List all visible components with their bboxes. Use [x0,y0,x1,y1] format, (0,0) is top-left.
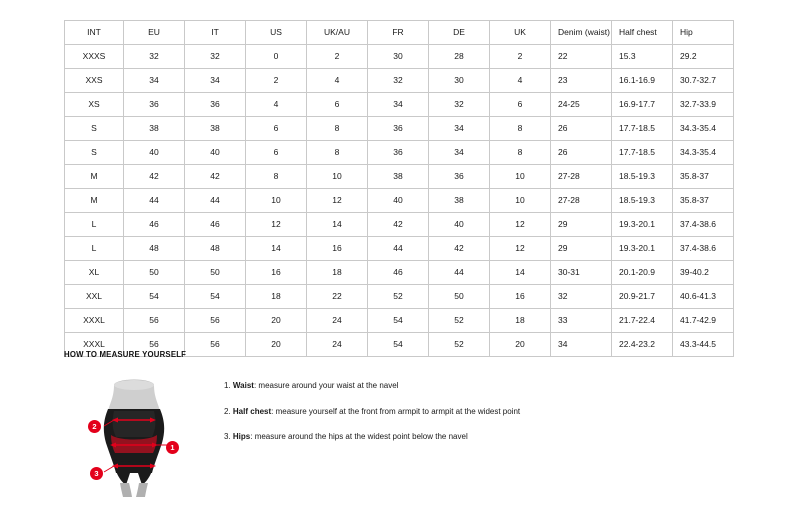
column-header-fr: FR [368,21,429,45]
how-to-measure-section [64,350,744,498]
cell-de: 32 [429,93,490,117]
cell-uk: 4 [490,69,551,93]
cell-us: 20 [246,309,307,333]
cell-us: 10 [246,189,307,213]
cell-int: XXXL [65,309,124,333]
cell-uk-au: 18 [307,261,368,285]
how-to-measure-title: HOW TO MEASURE YOURSELF [64,350,187,359]
cell-eu: 48 [124,237,185,261]
cell-uk: 8 [490,141,551,165]
instruction-half-chest-term: Half chest [232,406,272,416]
cell-fr: 32 [368,69,429,93]
cell-denim-waist: 26 [551,117,612,141]
cell-denim-waist: 30-31 [551,261,612,285]
column-header-int: INT [65,21,124,45]
cell-denim-waist: 24-25 [551,93,612,117]
cell-de: 44 [429,261,490,285]
cell-uk: 20 [490,333,551,357]
cell-int: S [65,117,124,141]
table-header-row [65,21,734,45]
cell-uk-au: 22 [307,285,368,309]
column-header-us: US [246,21,307,45]
table-header [65,21,734,45]
cell-fr: 46 [368,261,429,285]
instruction-hips [224,432,520,442]
cell-it: 56 [185,309,246,333]
table-row [65,213,734,237]
instruction-waist-number: 1. [224,381,231,390]
cell-denim-waist: 33 [551,309,612,333]
cell-it: 48 [185,237,246,261]
table-body [65,45,734,357]
cell-half-chest: 15.3 [612,45,673,69]
cell-eu: 38 [124,117,185,141]
cell-fr: 54 [368,333,429,357]
cell-int: L [65,237,124,261]
cell-fr: 38 [368,165,429,189]
cell-uk: 10 [490,189,551,213]
size-chart-table-container [64,20,734,357]
instruction-waist-text: : measure around your waist at the navel [253,381,399,390]
cell-de: 40 [429,213,490,237]
size-chart-table [64,20,734,357]
cell-uk: 12 [490,237,551,261]
cell-uk-au: 12 [307,189,368,213]
cell-it: 44 [185,189,246,213]
cell-half-chest: 22.4-23.2 [612,333,673,357]
cell-int: XS [65,93,124,117]
cell-hip: 34.3-35.4 [673,117,734,141]
instruction-half-chest [224,407,520,417]
cell-uk-au: 24 [307,333,368,357]
cell-eu: 44 [124,189,185,213]
table-row [65,69,734,93]
cell-hip: 43.3-44.5 [673,333,734,357]
column-header-de: DE [429,21,490,45]
instruction-half-chest-number: 2. [224,406,231,416]
cell-denim-waist: 29 [551,213,612,237]
cell-hip: 32.7-33.9 [673,93,734,117]
cell-half-chest: 17.7-18.5 [612,117,673,141]
cell-fr: 30 [368,45,429,69]
cell-fr: 54 [368,309,429,333]
table-row [65,45,734,69]
cell-uk-au: 8 [307,117,368,141]
cell-half-chest: 20.1-20.9 [612,261,673,285]
cell-denim-waist: 23 [551,69,612,93]
cell-int: M [65,165,124,189]
cell-denim-waist: 22 [551,45,612,69]
mannequin-illustration [64,373,194,498]
instruction-waist [224,381,520,391]
table-row [65,117,734,141]
cell-uk-au: 2 [307,45,368,69]
instruction-hips-number: 3. [224,432,231,442]
measure-badge-2: 2 [88,420,101,433]
instruction-hips-term: Hips [232,432,251,442]
cell-de: 30 [429,69,490,93]
cell-half-chest: 18.5-19.3 [612,189,673,213]
cell-eu: 32 [124,45,185,69]
cell-uk: 10 [490,165,551,189]
cell-half-chest: 16.1-16.9 [612,69,673,93]
cell-uk: 16 [490,285,551,309]
cell-int: XXXS [65,45,124,69]
cell-fr: 44 [368,237,429,261]
cell-us: 8 [246,165,307,189]
cell-denim-waist: 34 [551,333,612,357]
cell-uk-au: 6 [307,93,368,117]
instruction-hips-text: : measure around the hips at the widest point below the navel [250,432,468,442]
cell-fr: 34 [368,93,429,117]
table-row [65,189,734,213]
cell-eu: 56 [124,333,185,357]
cell-it: 56 [185,333,246,357]
cell-uk-au: 10 [307,165,368,189]
cell-us: 6 [246,117,307,141]
cell-denim-waist: 27-28 [551,165,612,189]
cell-denim-waist: 27-28 [551,189,612,213]
cell-half-chest: 16.9-17.7 [612,93,673,117]
cell-uk-au: 14 [307,213,368,237]
cell-eu: 40 [124,141,185,165]
cell-us: 14 [246,237,307,261]
cell-hip: 40.6-41.3 [673,285,734,309]
cell-us: 6 [246,141,307,165]
cell-it: 32 [185,45,246,69]
cell-uk: 12 [490,213,551,237]
table-row [65,165,734,189]
cell-it: 54 [185,285,246,309]
cell-eu: 34 [124,69,185,93]
cell-denim-waist: 29 [551,237,612,261]
measure-instructions [224,373,520,458]
cell-int: M [65,189,124,213]
cell-it: 40 [185,141,246,165]
cell-us: 4 [246,93,307,117]
cell-uk-au: 4 [307,69,368,93]
table-row [65,141,734,165]
cell-half-chest: 19.3-20.1 [612,213,673,237]
cell-hip: 37.4-38.6 [673,213,734,237]
cell-fr: 36 [368,117,429,141]
cell-it: 42 [185,165,246,189]
cell-hip: 35.8-37 [673,189,734,213]
column-header-denim-waist: Denim (waist) [551,21,612,45]
cell-uk: 2 [490,45,551,69]
cell-de: 52 [429,309,490,333]
mannequin-figure [64,373,194,498]
cell-hip: 29.2 [673,45,734,69]
cell-eu: 42 [124,165,185,189]
column-header-it: IT [185,21,246,45]
cell-denim-waist: 32 [551,285,612,309]
cell-int: XXXL [65,333,124,357]
cell-hip: 30.7-32.7 [673,69,734,93]
cell-hip: 35.8-37 [673,165,734,189]
cell-uk: 6 [490,93,551,117]
cell-half-chest: 17.7-18.5 [612,141,673,165]
cell-half-chest: 19.3-20.1 [612,237,673,261]
table-row [65,237,734,261]
cell-eu: 50 [124,261,185,285]
table-row [65,261,734,285]
cell-us: 2 [246,69,307,93]
cell-hip: 39-40.2 [673,261,734,285]
cell-it: 46 [185,213,246,237]
cell-uk: 14 [490,261,551,285]
cell-us: 16 [246,261,307,285]
column-header-uk: UK [490,21,551,45]
cell-fr: 36 [368,141,429,165]
column-header-eu: EU [124,21,185,45]
table-row [65,93,734,117]
cell-us: 0 [246,45,307,69]
cell-de: 34 [429,117,490,141]
cell-us: 18 [246,285,307,309]
measure-badge-1: 1 [166,441,179,454]
cell-uk: 18 [490,309,551,333]
cell-de: 52 [429,333,490,357]
instruction-waist-term: Waist [232,381,254,390]
cell-int: XXS [65,69,124,93]
cell-de: 36 [429,165,490,189]
cell-uk-au: 16 [307,237,368,261]
measure-badge-3: 3 [90,467,103,480]
cell-uk: 8 [490,117,551,141]
cell-it: 50 [185,261,246,285]
cell-int: XXL [65,285,124,309]
cell-de: 34 [429,141,490,165]
cell-fr: 40 [368,189,429,213]
cell-de: 28 [429,45,490,69]
cell-int: L [65,213,124,237]
cell-de: 50 [429,285,490,309]
cell-de: 38 [429,189,490,213]
column-header-half-chest: Half chest [612,21,673,45]
table-row [65,285,734,309]
cell-us: 12 [246,213,307,237]
table-row [65,309,734,333]
how-to-measure-body [64,373,744,498]
cell-hip: 37.4-38.6 [673,237,734,261]
instruction-half-chest-text: : measure yourself at the front from armpit to armpit at the widest point [271,406,521,416]
cell-half-chest: 18.5-19.3 [612,165,673,189]
cell-it: 36 [185,93,246,117]
cell-int: XL [65,261,124,285]
cell-us: 20 [246,333,307,357]
cell-eu: 36 [124,93,185,117]
cell-de: 42 [429,237,490,261]
cell-denim-waist: 26 [551,141,612,165]
cell-uk-au: 24 [307,309,368,333]
cell-it: 38 [185,117,246,141]
column-header-hip: Hip [673,21,734,45]
cell-half-chest: 20.9-21.7 [612,285,673,309]
cell-int: S [65,141,124,165]
cell-fr: 52 [368,285,429,309]
cell-eu: 54 [124,285,185,309]
cell-half-chest: 21.7-22.4 [612,309,673,333]
cell-uk-au: 8 [307,141,368,165]
cell-hip: 41.7-42.9 [673,309,734,333]
cell-hip: 34.3-35.4 [673,141,734,165]
cell-eu: 56 [124,309,185,333]
cell-eu: 46 [124,213,185,237]
cell-it: 34 [185,69,246,93]
cell-fr: 42 [368,213,429,237]
column-header-uk-au: UK/AU [307,21,368,45]
